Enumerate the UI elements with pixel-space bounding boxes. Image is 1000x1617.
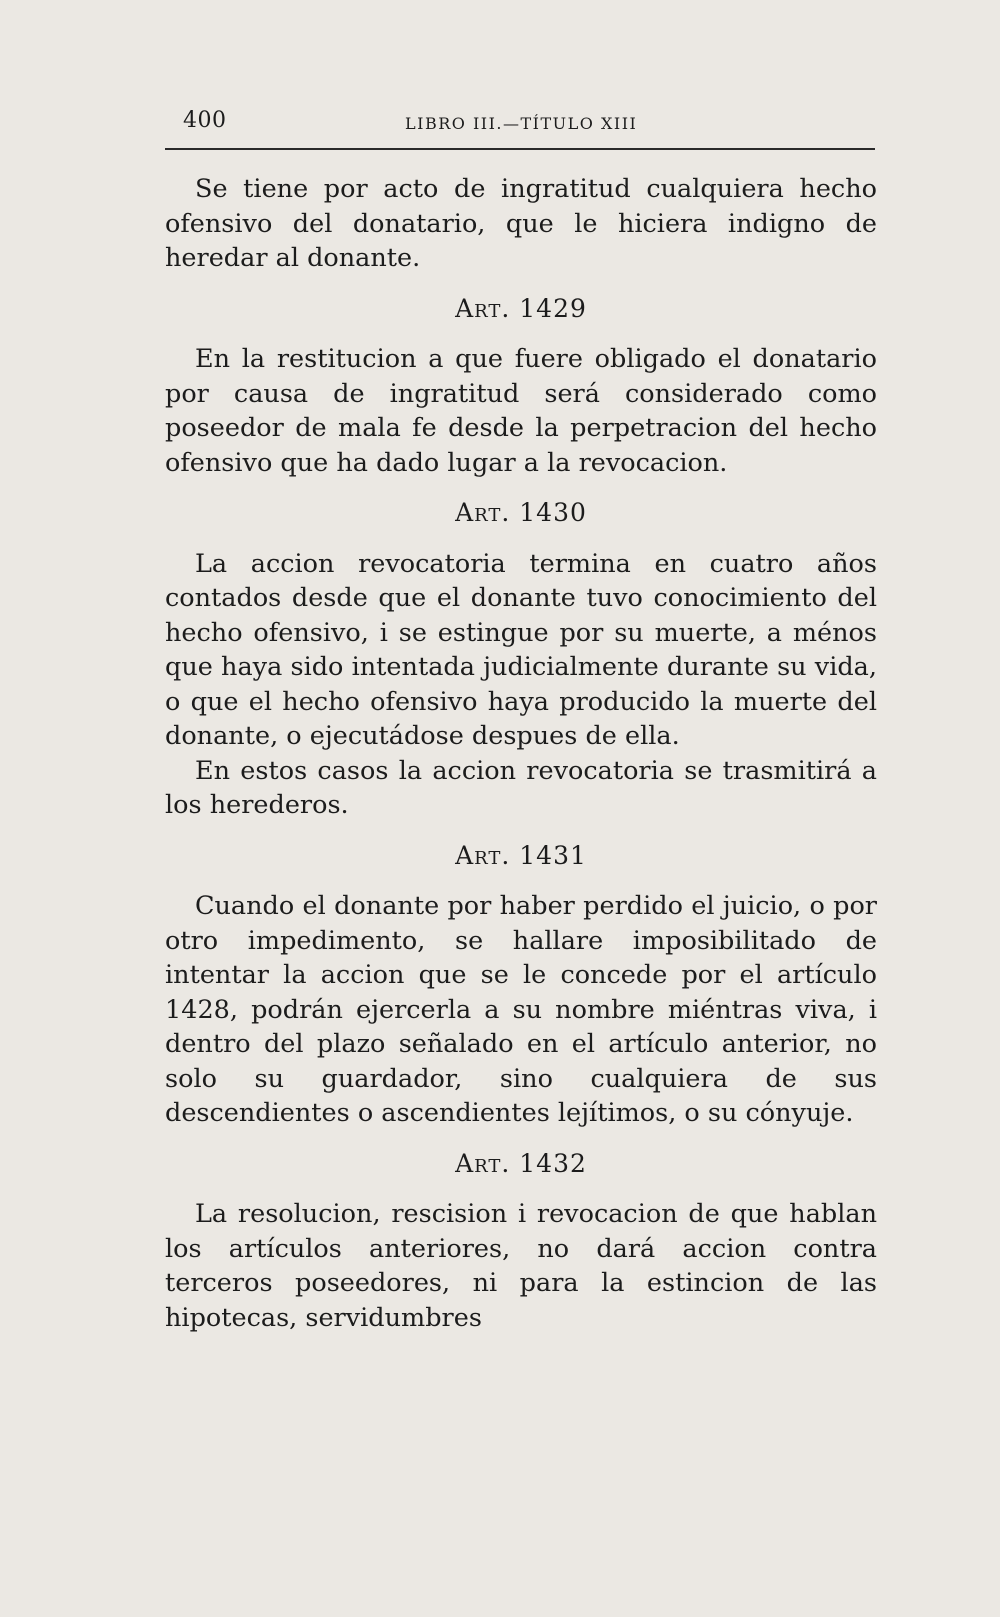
article-heading: Art. 1431 [455, 840, 587, 870]
article-heading: Art. 1432 [455, 1148, 587, 1178]
header-rule [165, 148, 875, 150]
running-head: LIBRO III.—TÍTULO XIII [405, 114, 638, 133]
body-text [165, 172, 877, 1335]
paragraph: Se tiene por acto de ingratitud cualquiera hecho ofensivo del donatario, que le hiciera indigno de heredar al donante. [165, 174, 877, 273]
page-number: 400 [183, 108, 227, 133]
article-heading: Art. 1429 [455, 293, 587, 323]
paragraph: En la restitucion a que fuere obligado el donatario por causa de ingratitud será considerado como poseedor de mala fe desde la perpetracion del hecho ofensivo que ha dado lugar a la revocacion. [165, 344, 877, 478]
paragraph: En estos casos la accion revocatoria se trasmitirá a los herederos. [165, 755, 877, 820]
paragraph: La accion revocatoria termina en cuatro años contados desde que el donante tuvo conocimiento del hecho ofensivo, i se estingue por su muerte, a ménos que haya sido intentada judicialmente durante su vida, o que el hecho ofensivo haya producido la muerte del donante, o ejecutádose despues de ella. [165, 548, 877, 751]
paragraph: La resolucion, rescision i revocacion de que hablan los artículos anteriores, no dará accion contra terceros poseedores, ni para la estincion de las hipotecas, servidumbres [165, 1199, 877, 1333]
paragraph: Cuando el donante por haber perdido el juicio, o por otro impedimento, se hallare imposibilitado de intentar la accion que se le concede por el artículo 1428, podrán ejercerla a su nombre miéntras viva, i dentro del plazo señalado en el artículo anterior, no solo su guardador, sino cualquiera de sus descendientes o ascendientes lejítimos, o su cónyuje. [165, 891, 877, 1128]
page-header [165, 108, 875, 148]
article-heading: Art. 1430 [455, 498, 587, 527]
